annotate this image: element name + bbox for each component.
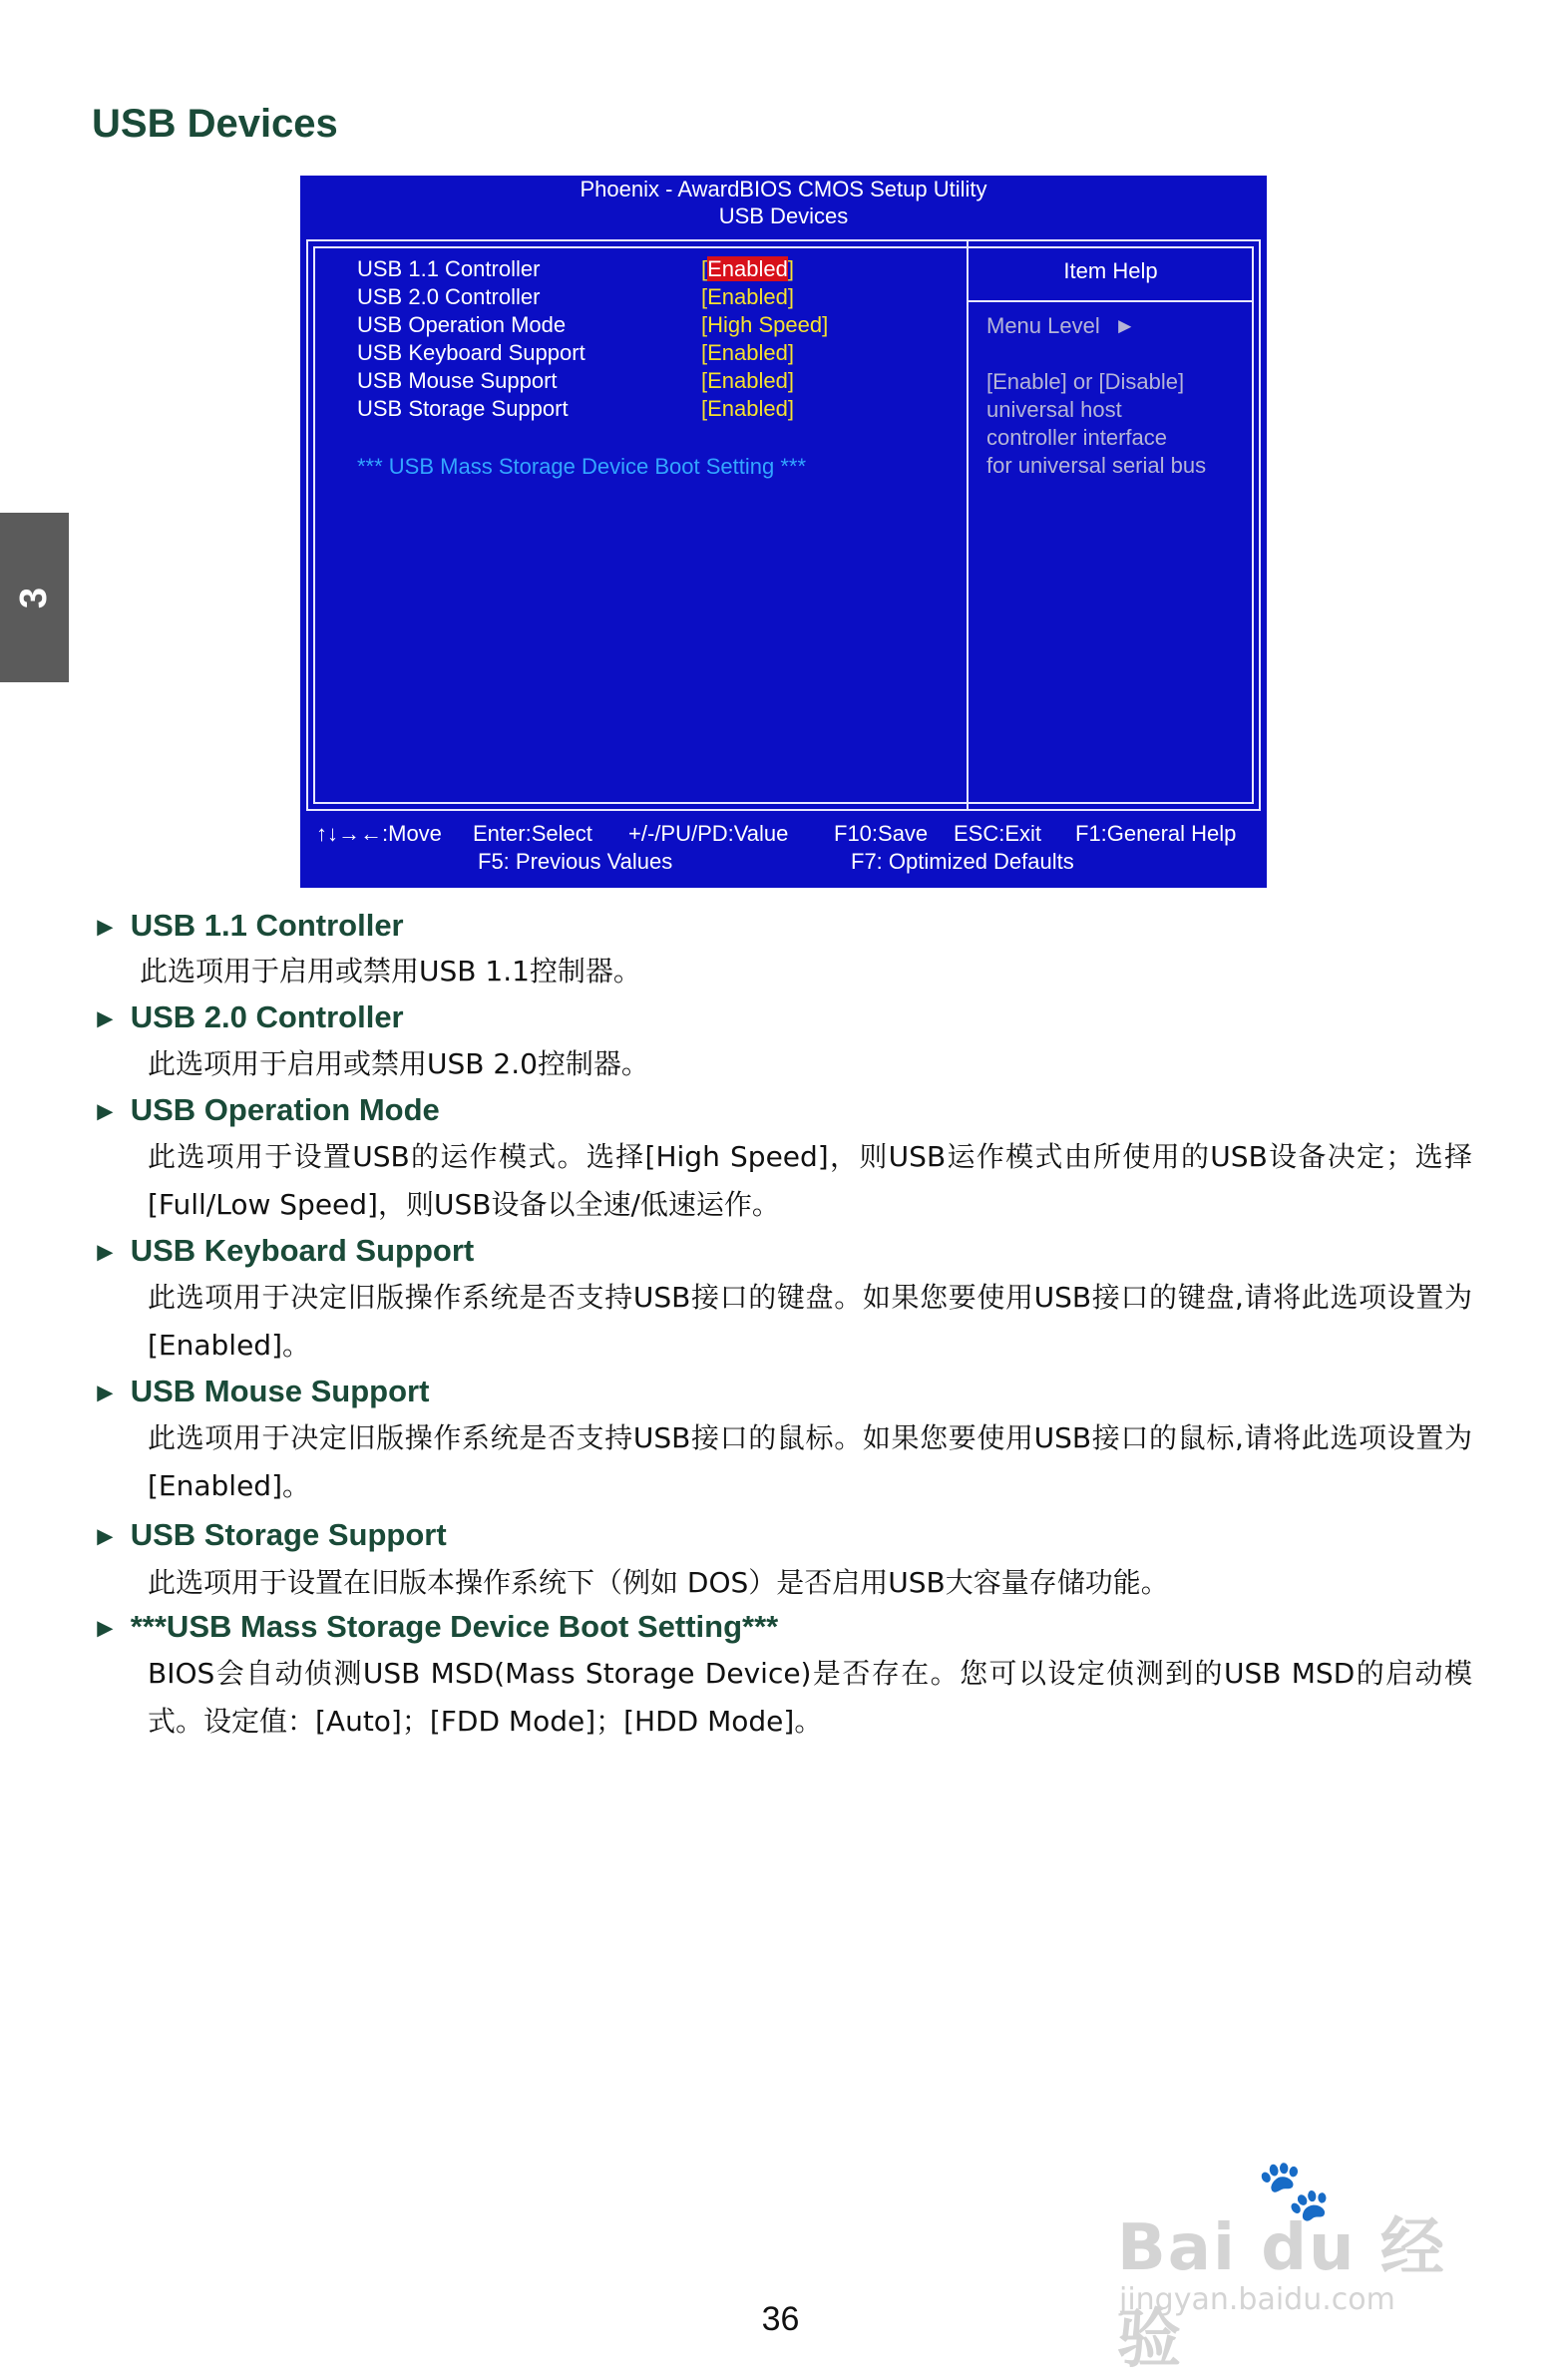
bios-value-mouse-support[interactable]: [Enabled] (701, 368, 794, 393)
bullet-arrow-icon: ► (92, 912, 119, 942)
selected-value-highlight[interactable]: Enabled (707, 256, 788, 281)
item-help-text (986, 368, 1206, 480)
footer-select: Enter:Select (473, 821, 592, 846)
menu-level-arrow-icon: ► (1113, 313, 1136, 338)
menu-level (986, 312, 1136, 340)
section-body: 此选项用于设置在旧版本操作系统下（例如 DOS）是否启用USB大容量存储功能。 (148, 1566, 1169, 1599)
section-body: 此选项用于决定旧版操作系统是否支持USB接口的键盘。如果您要使用USB接口的键盘,请将此选项设置为[Enabled]。 (148, 1281, 1472, 1362)
section-title: ***USB Mass Storage Device Boot Setting*** (130, 1609, 779, 1644)
bios-item-usb11[interactable]: USB 1.1 Controller (357, 256, 541, 281)
bios-item-keyboard-support[interactable]: USB Keyboard Support (357, 340, 585, 365)
section-title: USB Operation Mode (130, 1092, 440, 1127)
section-title: USB Keyboard Support (130, 1233, 475, 1268)
bios-value-keyboard-support[interactable]: [Enabled] (701, 340, 794, 365)
section-title: USB Mouse Support (130, 1374, 430, 1408)
bullet-arrow-icon: ► (92, 1237, 119, 1267)
section-body: 此选项用于设置USB的运作模式。选择[High Speed]，则USB运作模式由所使用的USB设备决定；选择[Full/Low Speed]，则USB设备以全速/低速运作。 (148, 1140, 1472, 1221)
footer-value: +/-/PU/PD:Value (628, 821, 789, 846)
footer-exit: ESC:Exit (954, 821, 1042, 846)
watermark-main: Bai du 经验 (1117, 2211, 1446, 2377)
bullet-arrow-icon: ► (92, 1003, 119, 1033)
section-heading (92, 908, 404, 944)
help-separator (969, 300, 1253, 302)
bullet-arrow-icon: ► (92, 1521, 119, 1551)
bios-screenshot (300, 176, 1267, 888)
bios-value-storage-support[interactable]: [Enabled] (701, 396, 794, 421)
bullet-arrow-icon: ► (92, 1096, 119, 1126)
section-title: USB 1.1 Controller (130, 908, 404, 943)
section-heading (92, 1517, 447, 1553)
section-body: 此选项用于启用或禁用USB 1.1控制器。 (140, 955, 641, 988)
section-title: USB Storage Support (130, 1517, 447, 1552)
help-line: for universal serial bus (986, 453, 1207, 478)
help-line: [Enable] or [Disable] (986, 369, 1185, 394)
chapter-number: 3 (12, 587, 55, 608)
bios-item-operation-mode[interactable]: USB Operation Mode (357, 312, 567, 337)
section-heading (92, 999, 404, 1035)
bios-item-mouse-support[interactable]: USB Mouse Support (357, 368, 558, 393)
bios-value-usb20[interactable]: [Enabled] (701, 284, 794, 309)
footer-save: F10:Save (834, 821, 929, 846)
section-body: 此选项用于决定旧版操作系统是否支持USB接口的鼠标。如果您要使用USB接口的鼠标,请将此选项设置为[Enabled]。 (148, 1421, 1472, 1502)
footer-general-help: F1:General Help (1075, 821, 1237, 846)
item-help-title: Item Help (1063, 258, 1158, 283)
help-line: universal host (986, 397, 1122, 422)
section-body: 此选项用于启用或禁用USB 2.0控制器。 (148, 1047, 649, 1080)
page-title: USB Devices (92, 102, 338, 146)
section-heading (92, 1609, 778, 1645)
bullet-arrow-icon: ► (92, 1378, 119, 1407)
section-title: USB 2.0 Controller (130, 999, 404, 1034)
bios-header (300, 176, 1267, 229)
help-line: controller interface (986, 425, 1167, 450)
bullet-arrow-icon: ► (92, 1613, 119, 1643)
bios-item-storage-support[interactable]: USB Storage Support (357, 396, 569, 421)
page-number: 36 (761, 2300, 800, 2338)
bios-menu-title: USB Devices (718, 203, 849, 228)
section-heading (92, 1233, 474, 1269)
bios-panel-divider (967, 239, 969, 811)
section-body: BIOS会自动侦测USB MSD(Mass Storage Device)是否存在。您可以设定侦测到的USB MSD的启动模式。设定值：[Auto]；[FDD Mode]；[HDD Mode]。 (148, 1657, 1472, 1738)
bios-value-operation-mode[interactable]: [High Speed] (701, 312, 829, 337)
menu-level-label: Menu Level (986, 313, 1100, 338)
bios-boot-setting-submenu[interactable]: *** USB Mass Storage Device Boot Setting *** (357, 454, 807, 479)
footer-previous-values: F5: Previous Values (478, 849, 673, 874)
bios-utility-title: Phoenix - AwardBIOS CMOS Setup Utility (580, 177, 987, 201)
footer-optimized-defaults: F7: Optimized Defaults (851, 849, 1074, 874)
chapter-tab (0, 513, 69, 682)
bios-value-usb11[interactable]: [Enabled] (701, 256, 794, 281)
paw-icon: 🐾 (1257, 2156, 1332, 2225)
baidu-watermark (1107, 2155, 1496, 2377)
section-heading (92, 1374, 429, 1409)
footer-move: ↑↓→←:Move (316, 821, 442, 846)
bios-item-usb20[interactable]: USB 2.0 Controller (357, 284, 541, 309)
watermark-url: jingyan.baidu.com (1119, 2282, 1395, 2317)
section-heading (92, 1092, 440, 1128)
